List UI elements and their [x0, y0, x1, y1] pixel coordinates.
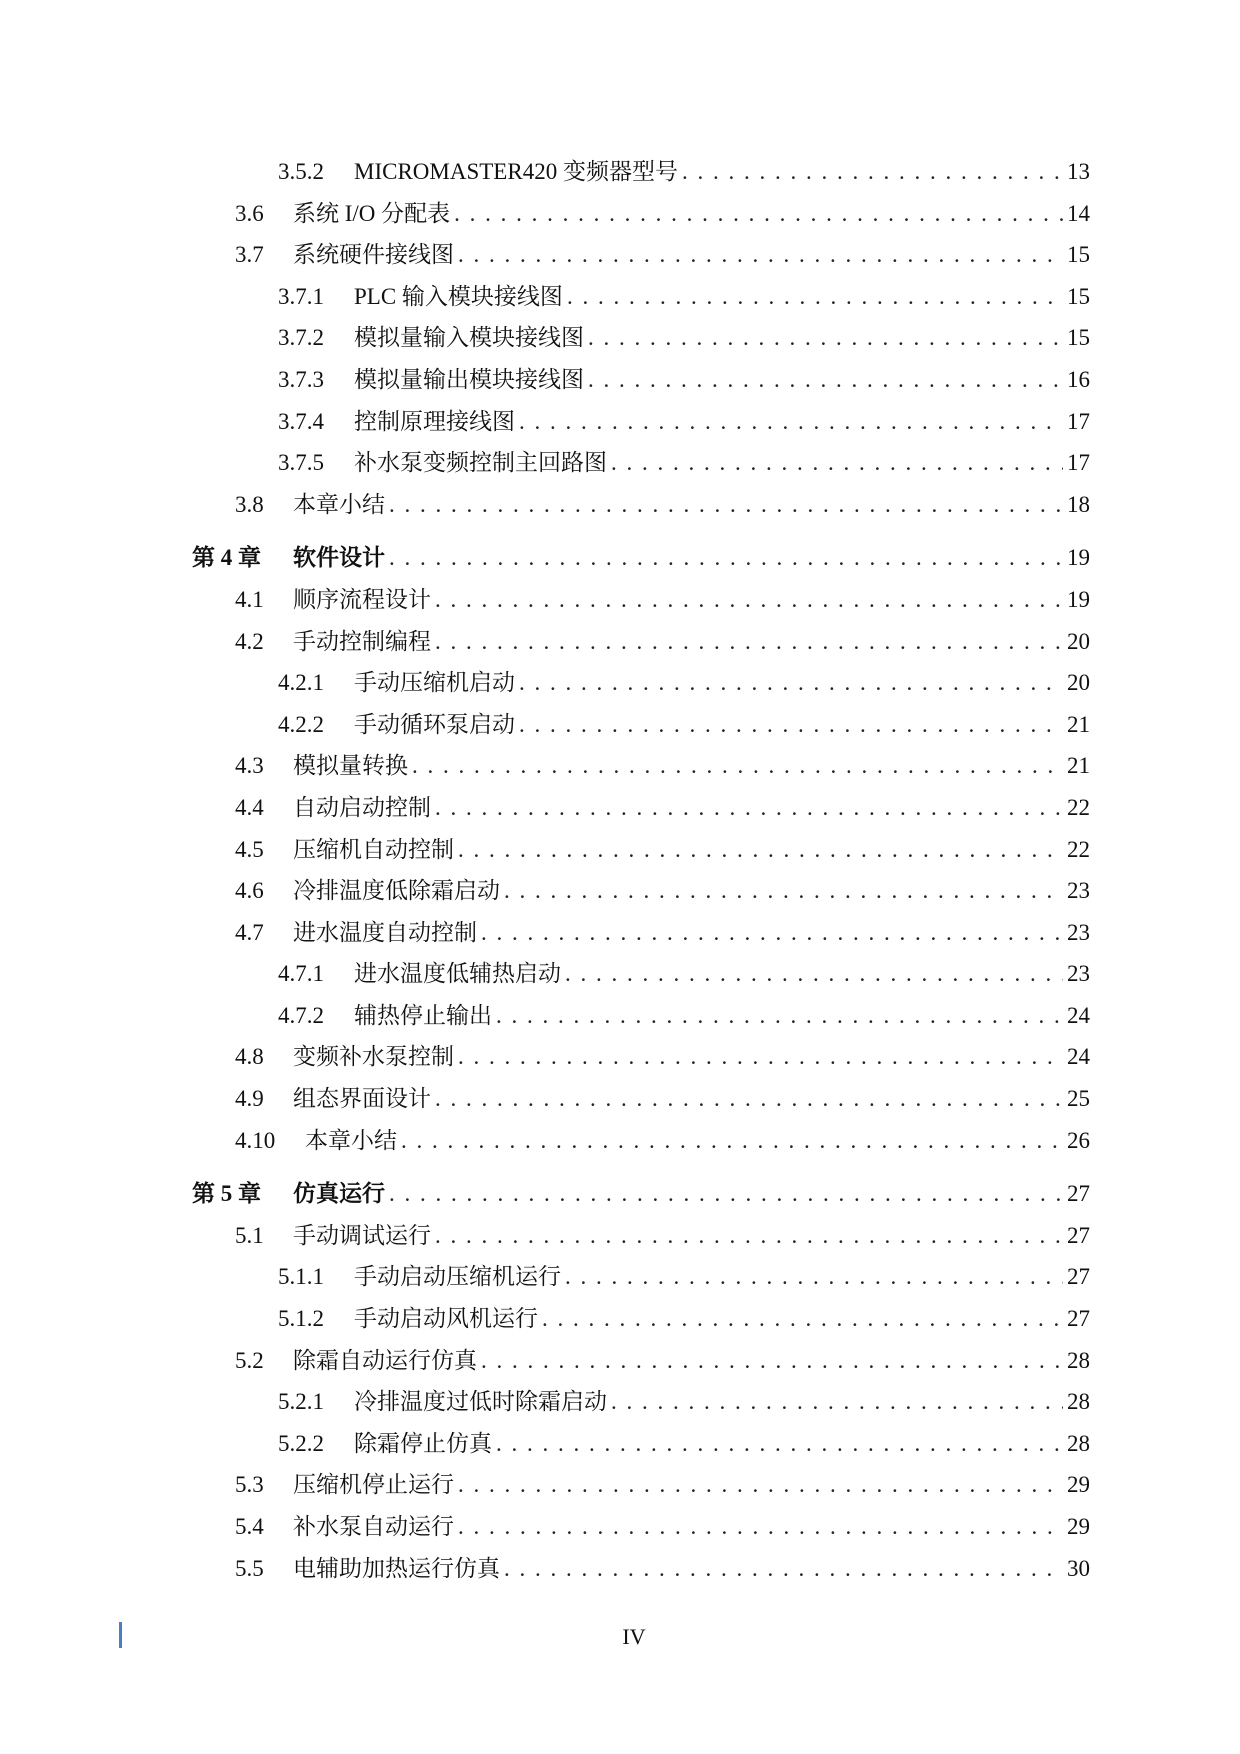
- toc-entry-content: [278, 662, 1090, 704]
- toc-entry[interactable]: [0, 912, 1240, 954]
- toc-entry[interactable]: [0, 1215, 1240, 1257]
- toc-entry-content: [278, 151, 1090, 193]
- toc-entry-content: [278, 1256, 1090, 1298]
- toc-entry-page: 24: [1067, 1044, 1090, 1070]
- dot-leader: [458, 1464, 1063, 1506]
- toc-entry-page: 25: [1067, 1086, 1090, 1112]
- toc-entry[interactable]: [0, 621, 1240, 663]
- toc-entry[interactable]: [0, 1120, 1240, 1162]
- toc-entry-page: 29: [1067, 1472, 1090, 1498]
- toc-entry-number: 4.9: [235, 1086, 264, 1112]
- toc-entry-number: 3.7.4: [278, 408, 324, 434]
- toc-entry-title: 自动启动控制: [293, 794, 431, 820]
- toc-entry-number: 4.2: [235, 628, 264, 654]
- toc-entry-number: 5.4: [235, 1514, 264, 1539]
- toc-entry-page: 23: [1067, 919, 1090, 945]
- toc-entry-content: [235, 1036, 1090, 1078]
- toc-entry-number: 4.1: [235, 586, 264, 612]
- dot-leader: [458, 1036, 1063, 1078]
- toc-entry[interactable]: [0, 151, 1240, 193]
- toc-entry-content: [278, 317, 1090, 359]
- toc-entry-content: [192, 537, 1090, 579]
- toc-entry-number: 4.6: [235, 878, 264, 904]
- dot-leader: [519, 401, 1063, 443]
- dot-leader: [458, 829, 1063, 871]
- toc-entry-page: 13: [1067, 159, 1090, 184]
- toc-entry-title: 手动控制编程: [293, 628, 431, 654]
- toc-entry[interactable]: [0, 317, 1240, 359]
- toc-entry-title: 手动启动风机运行: [354, 1306, 538, 1332]
- toc-entry-title: 手动压缩机启动: [354, 670, 515, 696]
- toc-entry-title: 手动启动压缩机运行: [354, 1264, 561, 1290]
- toc-entry-content: [278, 953, 1090, 995]
- toc-entry-number: 5.2: [235, 1347, 264, 1373]
- toc-entry-content: [278, 704, 1090, 746]
- dot-leader: [401, 1120, 1063, 1162]
- toc-entry-number: 4.7: [235, 919, 264, 945]
- toc-entry[interactable]: [0, 745, 1240, 787]
- dot-leader: [567, 276, 1063, 318]
- toc-entry-content: [278, 401, 1090, 443]
- toc-entry-title: 本章小结: [305, 1127, 397, 1153]
- toc-entry-page: 28: [1067, 1347, 1090, 1373]
- dot-leader: [389, 1173, 1063, 1215]
- toc-entry-content: [235, 1078, 1090, 1120]
- toc-entry-title: 除霜停止仿真: [354, 1430, 492, 1456]
- toc-entry[interactable]: [0, 662, 1240, 704]
- toc-entry[interactable]: [0, 1078, 1240, 1120]
- toc-entry-title: 系统硬件接线图: [293, 242, 454, 268]
- dot-leader: [565, 1256, 1063, 1298]
- toc-entry[interactable]: [0, 1423, 1240, 1465]
- dot-leader: [481, 1340, 1063, 1382]
- toc-entry-page: 14: [1067, 200, 1090, 226]
- toc-entry-title: MICROMASTER420 变频器型号: [354, 159, 678, 184]
- toc-entry-content: [235, 579, 1090, 621]
- toc-entry-content: [278, 995, 1090, 1037]
- toc-entry-number: 5.3: [235, 1472, 264, 1498]
- toc-entry-number: 4.7.1: [278, 961, 324, 987]
- toc-entry-title: 手动循环泵启动: [354, 711, 515, 737]
- toc-entry-title: 模拟量转换: [293, 753, 408, 779]
- toc-entry-content: [235, 912, 1090, 954]
- toc-entry[interactable]: [0, 1256, 1240, 1298]
- toc-entry-page: 28: [1067, 1389, 1090, 1415]
- toc-entry-page: 24: [1067, 1002, 1090, 1028]
- toc-entry-title: 冷排温度低除霜启动: [293, 878, 500, 904]
- toc-entry-page: 27: [1067, 1222, 1090, 1248]
- dot-leader: [504, 870, 1063, 912]
- toc-entry-number: 4.7.2: [278, 1002, 324, 1028]
- toc-entry[interactable]: [0, 1548, 1240, 1590]
- toc-entry-title: 手动调试运行: [293, 1222, 431, 1248]
- toc-entry-number: 3.6: [235, 200, 264, 226]
- toc-entry-number: 3.7.5: [278, 450, 324, 476]
- toc-entry-content: [278, 1423, 1090, 1465]
- toc-entry[interactable]: [0, 787, 1240, 829]
- dot-leader: [611, 442, 1063, 484]
- dot-leader: [588, 317, 1063, 359]
- dot-leader: [682, 151, 1063, 193]
- toc-chapter-entry[interactable]: [0, 537, 1240, 579]
- dot-leader: [435, 1078, 1063, 1120]
- toc-entry-content: [235, 745, 1090, 787]
- toc-entry-page: 16: [1067, 366, 1090, 392]
- toc-entry-number: 4.3: [235, 753, 264, 779]
- toc-entry-content: [235, 1340, 1090, 1382]
- toc-entry[interactable]: [0, 1036, 1240, 1078]
- toc-entry[interactable]: [0, 1464, 1240, 1506]
- toc-entry-page: 20: [1067, 628, 1090, 654]
- toc-entry-content: [235, 870, 1090, 912]
- toc-entry-page: 29: [1067, 1514, 1090, 1539]
- toc-entry-content: [235, 484, 1090, 526]
- toc-entry-page: 22: [1067, 836, 1090, 862]
- toc-entry-page: 23: [1067, 878, 1090, 904]
- dot-leader: [412, 745, 1063, 787]
- toc-entry[interactable]: [0, 953, 1240, 995]
- toc-entry[interactable]: [0, 193, 1240, 235]
- toc-entry-number: 4.10: [235, 1127, 276, 1153]
- toc-entry-content: [235, 621, 1090, 663]
- toc-entry-number: 3.7.1: [278, 283, 324, 309]
- toc-entry[interactable]: [0, 870, 1240, 912]
- toc-entry[interactable]: [0, 704, 1240, 746]
- toc-entry-content: [278, 1381, 1090, 1423]
- dot-leader: [458, 1506, 1063, 1548]
- toc-entry-content: [278, 1298, 1090, 1340]
- toc-entry-page: 17: [1067, 408, 1090, 434]
- toc-entry-number: 4.8: [235, 1044, 264, 1070]
- toc-entry-content: [235, 787, 1090, 829]
- toc-entry-page: 23: [1067, 961, 1090, 987]
- toc-entry-page: 27: [1067, 1181, 1090, 1207]
- dot-leader: [565, 953, 1063, 995]
- toc-entry-page: 26: [1067, 1127, 1090, 1153]
- toc-entry-title: 冷排温度过低时除霜启动: [354, 1389, 607, 1415]
- dot-leader: [435, 579, 1063, 621]
- toc-entry-number: 5.1.2: [278, 1306, 324, 1332]
- toc-entry-page: 18: [1067, 491, 1090, 517]
- dot-leader: [435, 787, 1063, 829]
- toc-entry-content: [235, 829, 1090, 871]
- toc-entry-content: [278, 359, 1090, 401]
- toc-entry[interactable]: [0, 442, 1240, 484]
- toc-entry-number: 4.4: [235, 794, 264, 820]
- dot-leader: [435, 1215, 1063, 1257]
- toc-entry-page: 15: [1067, 242, 1090, 268]
- toc-entry-content: [235, 1548, 1090, 1590]
- toc-entry-title: 进水温度自动控制: [293, 919, 477, 945]
- toc-entry-page: 15: [1067, 283, 1090, 309]
- toc-entry[interactable]: [0, 1506, 1240, 1548]
- toc-chapter-entry[interactable]: [0, 1173, 1240, 1215]
- toc-entry-title: PLC 输入模块接线图: [354, 283, 563, 309]
- toc-entry-number: 5.1: [235, 1222, 264, 1248]
- toc-entry-content: [235, 1120, 1090, 1162]
- dot-leader: [542, 1298, 1063, 1340]
- toc-entry-page: 28: [1067, 1430, 1090, 1456]
- dot-leader: [454, 193, 1063, 235]
- toc-entry-title: 压缩机停止运行: [293, 1472, 454, 1498]
- dot-leader: [519, 704, 1063, 746]
- toc-entry-content: [235, 1506, 1090, 1548]
- toc-entry-number: 3.5.2: [278, 159, 324, 184]
- toc-entry[interactable]: [0, 401, 1240, 443]
- toc-entry-number: 第 4 章: [192, 545, 261, 571]
- toc-entry-title: 本章小结: [293, 491, 385, 517]
- toc-entry-content: [235, 234, 1090, 276]
- toc-entry-number: 4.5: [235, 836, 264, 862]
- toc-entry-title: 电辅助加热运行仿真: [293, 1555, 500, 1581]
- dot-leader: [435, 621, 1063, 663]
- toc-entry-content: [192, 1173, 1090, 1215]
- toc-entry-title: 系统 I/O 分配表: [293, 200, 451, 226]
- toc-entry-title: 模拟量输入模块接线图: [354, 325, 584, 351]
- toc-entry[interactable]: [0, 579, 1240, 621]
- dot-leader: [389, 484, 1063, 526]
- toc-entry-title: 仿真运行: [293, 1181, 385, 1207]
- toc-entry-content: [278, 442, 1090, 484]
- toc-entry-title: 除霜自动运行仿真: [293, 1347, 477, 1373]
- toc-entry-number: 3.7: [235, 242, 264, 268]
- toc-entry-content: [235, 193, 1090, 235]
- toc-entry-page: 21: [1067, 711, 1090, 737]
- toc-entry[interactable]: [0, 276, 1240, 318]
- toc-entry-title: 变频补水泵控制: [293, 1044, 454, 1070]
- dot-leader: [458, 234, 1063, 276]
- dot-leader: [504, 1548, 1063, 1590]
- toc-entry[interactable]: [0, 234, 1240, 276]
- toc-entry-page: 27: [1067, 1306, 1090, 1332]
- dot-leader: [496, 1423, 1063, 1465]
- toc-entry-title: 组态界面设计: [293, 1086, 431, 1112]
- toc-entry[interactable]: [0, 484, 1240, 526]
- toc-entry-page: 22: [1067, 794, 1090, 820]
- toc-entry-number: 5.2.1: [278, 1389, 324, 1415]
- toc-entry-number: 5.2.2: [278, 1430, 324, 1456]
- toc-entry-page: 19: [1067, 545, 1090, 571]
- toc-entry-number: 4.2.2: [278, 711, 324, 737]
- toc-entry-title: 压缩机自动控制: [293, 836, 454, 862]
- toc-entry-number: 4.2.1: [278, 670, 324, 696]
- toc-entry[interactable]: [0, 1340, 1240, 1382]
- toc-entry-title: 控制原理接线图: [354, 408, 515, 434]
- dot-leader: [389, 537, 1063, 579]
- toc-entry-number: 5.5: [235, 1555, 264, 1581]
- toc-entry-page: 15: [1067, 325, 1090, 351]
- toc-entry-title: 顺序流程设计: [293, 586, 431, 612]
- toc-entry-number: 5.1.1: [278, 1264, 324, 1290]
- toc-entry-page: 21: [1067, 753, 1090, 779]
- toc-entry-page: 20: [1067, 670, 1090, 696]
- dot-leader: [611, 1381, 1063, 1423]
- toc-entry-title: 辅热停止输出: [354, 1002, 492, 1028]
- toc-entry-title: 补水泵自动运行: [293, 1514, 454, 1539]
- toc-entry-number: 第 5 章: [192, 1181, 261, 1207]
- toc-entry-page: 30: [1067, 1555, 1090, 1581]
- toc-entry-title: 软件设计: [293, 545, 385, 571]
- toc-entry-title: 模拟量输出模块接线图: [354, 366, 584, 392]
- dot-leader: [481, 912, 1063, 954]
- toc-entry[interactable]: [0, 1381, 1240, 1423]
- toc-entry[interactable]: [0, 359, 1240, 401]
- toc-entry-title: 补水泵变频控制主回路图: [354, 450, 607, 476]
- table-of-contents: [0, 151, 1240, 1589]
- toc-entry-content: [278, 276, 1090, 318]
- toc-entry-number: 3.7.2: [278, 325, 324, 351]
- toc-entry[interactable]: [0, 829, 1240, 871]
- dot-leader: [519, 662, 1063, 704]
- page-number: IV: [622, 1624, 646, 1649]
- dot-leader: [588, 359, 1063, 401]
- toc-entry-number: 3.7.3: [278, 366, 324, 392]
- toc-entry-content: [235, 1464, 1090, 1506]
- toc-entry-page: 19: [1067, 586, 1090, 612]
- toc-entry-page: 17: [1067, 450, 1090, 476]
- toc-entry-content: [235, 1215, 1090, 1257]
- toc-entry-page: 27: [1067, 1264, 1090, 1290]
- toc-entry-number: 3.8: [235, 491, 264, 517]
- toc-entry[interactable]: [0, 995, 1240, 1037]
- toc-entry[interactable]: [0, 1298, 1240, 1340]
- dot-leader: [496, 995, 1063, 1037]
- toc-entry-title: 进水温度低辅热启动: [354, 961, 561, 987]
